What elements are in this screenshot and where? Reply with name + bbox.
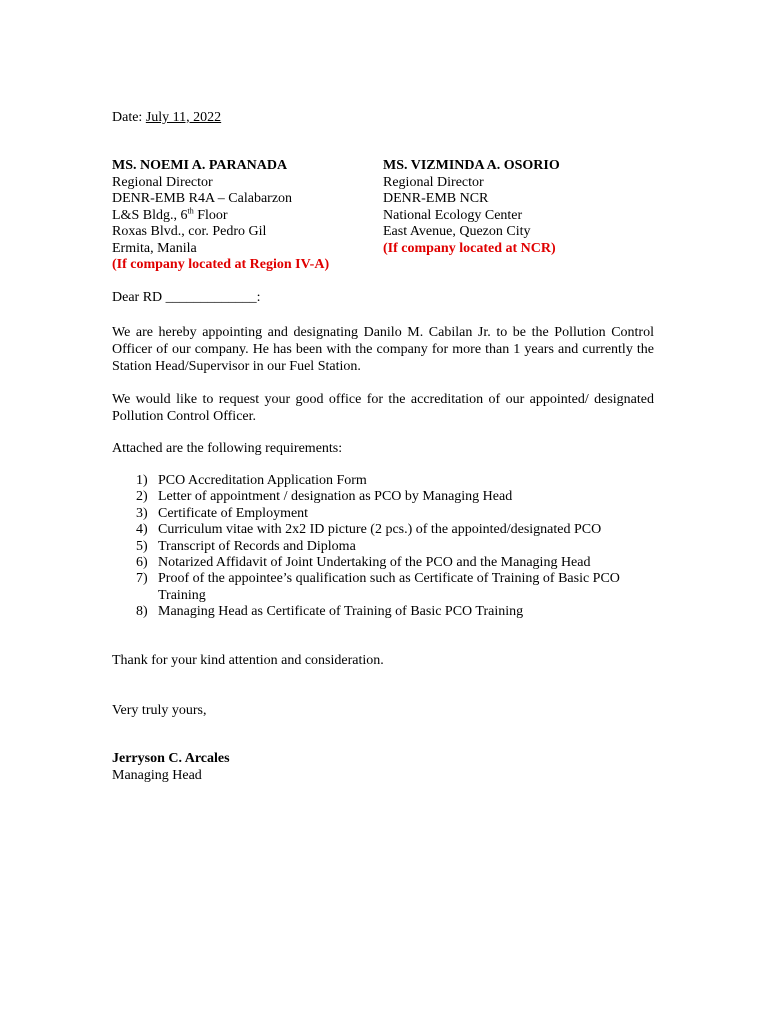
requirement-number: 7) — [136, 571, 148, 587]
requirement-text: Notarized Affidavit of Joint Undertaking of the PCO and the Managing Head — [158, 555, 591, 571]
date-value: July 11, 2022 — [145, 110, 222, 125]
recipient-right-street: East Avenue, Quezon City — [383, 224, 531, 239]
recipient-right-name: MS. VIZMINDA A. OSORIO — [383, 158, 560, 173]
closing-line: Very truly yours, — [112, 703, 207, 718]
recipient-right — [383, 158, 560, 257]
requirement-number: 6) — [136, 555, 148, 571]
floor-text: Floor — [193, 207, 228, 223]
requirement-text: Proof of the appointee’s qualification such as Certificate of Training of Basic PCO Training — [158, 571, 620, 603]
requirement-number: 2) — [136, 489, 148, 505]
thanks-line: Thank for your kind attention and consideration. — [112, 653, 384, 668]
floor-ordinal: th — [187, 205, 194, 215]
recipient-right-title: Regional Director — [383, 174, 484, 190]
requirement-text: Letter of appointment / designation as PCO by Managing Head — [158, 489, 513, 505]
requirement-text: Transcript of Records and Diploma — [158, 538, 356, 554]
requirement-number: 3) — [136, 505, 148, 521]
requirement-item — [112, 473, 668, 489]
requirement-text: Curriculum vitae with 2x2 ID picture (2 pcs.) of the appointed/designated PCO — [158, 522, 602, 538]
recipient-left — [112, 158, 329, 274]
requirements-intro: Attached are the following requirements: — [112, 441, 343, 456]
signatory-name: Jerryson C. Arcales — [112, 751, 230, 766]
date-line — [112, 110, 221, 127]
requirement-item — [112, 604, 668, 620]
signatory-position: Managing Head — [112, 768, 202, 783]
requirement-number: 4) — [136, 522, 148, 538]
requirement-text: Managing Head as Certificate of Training of Basic PCO Training — [158, 604, 524, 620]
requirement-item — [112, 555, 668, 571]
requirement-text: Certificate of Employment — [158, 505, 309, 521]
recipient-right-note: (If company located at NCR) — [383, 240, 556, 256]
requirement-item — [112, 539, 668, 555]
requirement-item — [112, 489, 668, 505]
requirement-number: 8) — [136, 604, 148, 620]
salutation: Dear RD _____________: — [112, 290, 261, 305]
recipient-left-city: Ermita, Manila — [112, 240, 197, 256]
building-text: L&S Bldg., 6 — [112, 207, 188, 223]
requirement-item — [112, 571, 668, 604]
requirement-item — [112, 522, 668, 538]
requirement-number: 5) — [136, 538, 148, 554]
recipient-right-office: DENR-EMB NCR — [383, 191, 489, 206]
requirement-text: PCO Accreditation Application Form — [158, 473, 367, 488]
paragraph-appointment: We are hereby appointing and designating Danilo M. Cabilan Jr. to be the Pollution Control Officer of our company. He has been with the company for more than 1 years and currently the Station Head/Supervisor in our Fuel Station. — [112, 325, 654, 374]
requirements-list — [112, 473, 668, 621]
paragraph-request: We would like to request your good office for the accreditation of our appointed/ designated Pollution Control Officer. — [112, 392, 654, 424]
recipient-left-office: DENR-EMB R4A – Calabarzon — [112, 191, 293, 206]
date-label: Date: — [112, 110, 143, 125]
recipient-left-title: Regional Director — [112, 174, 213, 190]
recipient-left-name: MS. NOEMI A. PARANADA — [112, 158, 288, 173]
recipient-right-building: National Ecology Center — [383, 207, 523, 223]
recipient-left-note: (If company located at Region IV-A) — [112, 257, 330, 272]
requirement-item — [112, 506, 668, 522]
recipient-left-street: Roxas Blvd., cor. Pedro Gil — [112, 224, 267, 239]
requirement-number: 1) — [136, 473, 148, 488]
recipient-left-building — [112, 205, 329, 225]
